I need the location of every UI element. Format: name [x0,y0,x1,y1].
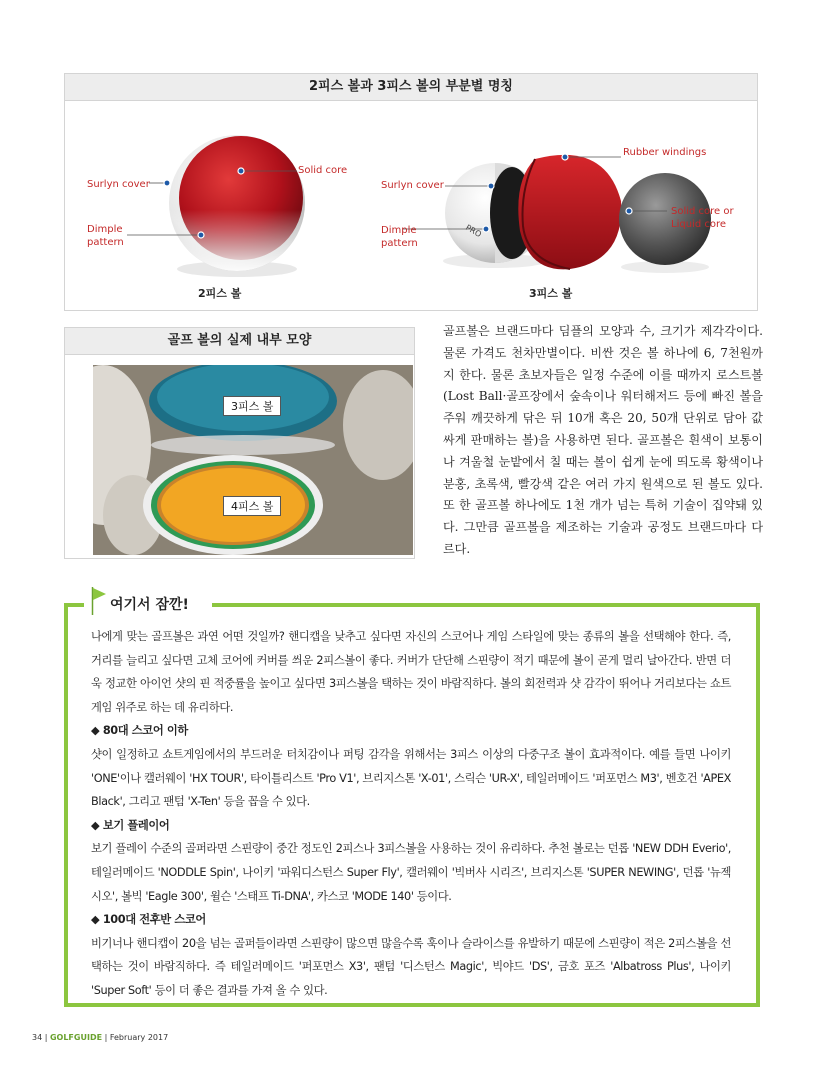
ball-parts-figure [64,73,758,311]
label-dimple-2p-line2: pattern [87,237,124,248]
tip-intro: 나에게 맞는 골프볼은 과연 어떤 것일까? 핸디캡을 낮추고 싶다면 자신의 스코어나 게임 스타일에 맞는 종류의 볼을 선택해야 한다. 즉, 거리를 늘리고 싶다면 고체 코어에 커버를 씌운 2피스볼이 좋다. 커버가 단단해 스핀량이 적기 때문에 볼이 곧게 멀리 날아간다. 반면 더욱 정교한 아이언 샷의 핀 적중률을 높이고 싶다면 3피스볼을 택하는 것이 바람직하다. 볼의 회전력과 샷 감각이 뛰어나 거리보다는 쇼트게임 위주로 하는 데 유리하다. [91,630,731,714]
section-text: 비기너나 핸디캡이 20을 넘는 골퍼들이라면 스핀량이 많으면 많을수록 훅이나 슬라이스를 유발하기 때문에 스핀량이 적은 2피스볼을 선택하는 것이 바람직하다. 즉 테일러메이드 '퍼포먼스 X3', 팬텀 '디스턴스 Magic', 빅야드 'DS', 금호 포즈 'Albatross Plus', 나이키 'Super Soft' 등이 더 좋은 결과를 가져 올 수 있다. [91,936,731,997]
section-heading: ◆ 보기 플레이어 [91,818,170,832]
label-dimple-3p-line1: Dimple [381,225,417,236]
ball-interior-photo [93,365,413,555]
issue-date: February 2017 [109,1033,169,1042]
caption-2piece: 2피스 볼 [198,287,242,300]
tip-box-body [91,625,731,1003]
page-number: 34 [32,1033,43,1042]
label-dimple-3p-line2: pattern [381,238,418,249]
label-solid-core-3p-line2: Liquid core [671,219,726,230]
label-rubber-windings: Rubber windings [623,147,707,158]
label-dimple-2p-line1: Dimple [87,224,123,235]
flag-icon [91,587,107,615]
label-solid-core-2p: Solid core [298,165,348,176]
section-heading: ◆ 100대 전후반 스코어 [91,913,206,927]
figure-title: 2피스 볼과 3피스 볼의 부분별 명칭 [65,74,757,101]
two-piece-ball-illustration [169,135,305,277]
label-3piece-photo: 3피스 볼 [223,396,281,416]
page-footer: 34 | GOLFGUIDE | February 2017 [32,1033,169,1042]
section-text: 샷이 일정하고 쇼트게임에서의 부드러운 터치감이나 퍼팅 감각을 위해서는 3피스 이상의 다중구조 볼이 효과적이다. 예를 들면 나이키 'ONE'이나 캘러웨이 'HX TOUR', 타이틀리스트 'Pro V1', 브리지스톤 'X-01', 스릭슨 'UR-X', 테일러메이드 '퍼포먼스 M3', 벤호건 'APEX Black', 그리고 팬텀 'X-Ten' 등을 꼽을 수 있다. [91,747,731,809]
section-text: 보기 플레이 수준의 골퍼라면 스핀량이 중간 정도인 2피스나 3피스볼을 사용하는 것이 유리하다. 추천 볼로는 던롭 'NEW DDH Everio', 테일러메이드 'NODDLE Spin', 나이키 '파워디스턴스 Super Fly', 캘러웨이 '빅버사 시리즈', 브리지스톤 'SUPER NEWING', 던롭 '뉴젝시오', 볼빅 'Eagle 300', 윌슨 '스태프 Ti-DNA', 카스코 'MODE 140' 등이다. [91,842,731,903]
ball-interior-figure [64,327,415,559]
label-4piece-photo: 4피스 볼 [223,496,281,516]
label-solid-core-3p-line1: Solid core or [671,206,734,217]
caption-3piece: 3피스 볼 [529,287,573,300]
magazine-brand: GOLFGUIDE [49,1033,103,1042]
figure2-title: 골프 볼의 실제 내부 모양 [65,328,414,355]
ball-diagram [65,101,757,310]
label-surlyn-cover-2p: Surlyn cover [87,179,150,190]
article-paragraph: 골프볼은 브랜드마다 딤플의 모양과 수, 크기가 제각각이다. 물론 가격도 천차만별이다. 비싼 것은 볼 하나에 6, 7천원까지 한다. 물론 초보자들은 일정 수준에 이를 때까지 로스트볼(Lost Ball·골프장에서 숲속이나 워터해저드 등에 빠진 볼을 주워 깨끗하게 닦은 뒤 10개 혹은 20, 50개 단위로 담아 값싸게 판매하는 볼)을 사용하면 된다. 골프볼은 흰색이 보통이나 겨울철 눈밭에서 칠 때는 볼이 쉽게 눈에 띄도록 황색이나 분홍, 초록색, 빨강색 같은 여러 가지 원색으로 된 볼도 있다. 또 한 골프볼 하나에도 1천 개가 넘는 특허 기술이 집약돼 있다. 그만큼 골프볼을 제조하는 기술과 공정도 브랜드마다 다르다. [443,324,763,556]
svg-text:PRO: PRO [464,222,483,240]
section-heading: ◆ 80대 스코어 이하 [91,724,188,738]
tip-box-title: 여기서 잠깐! [110,597,189,613]
label-surlyn-cover-3p: Surlyn cover [381,180,444,191]
